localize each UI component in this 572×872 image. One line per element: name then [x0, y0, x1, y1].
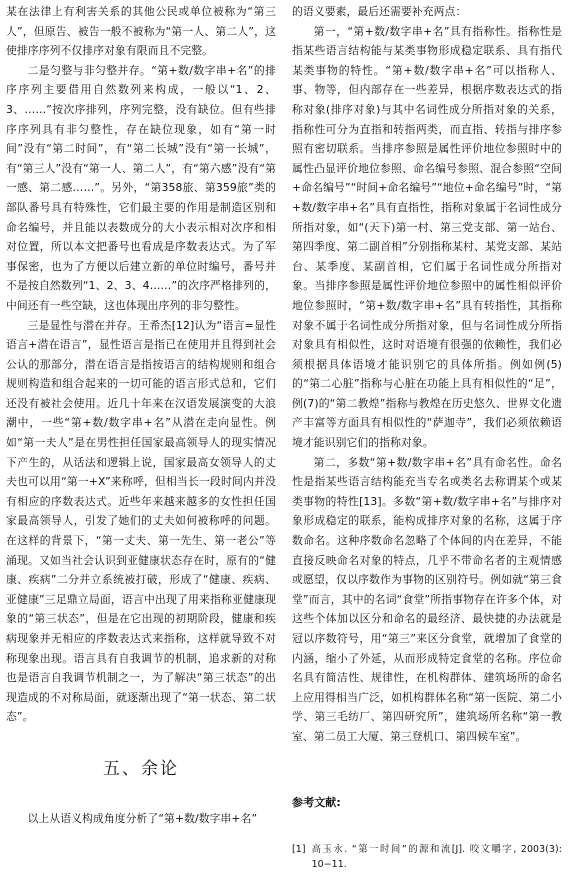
reference-number: [1]	[292, 844, 306, 856]
paragraph-continued: 某在法律上有利害关系的其他公民或单位被称为“第三人”，但原告、被告一般不被称为“第一人、第二人”，这使排序序列不仅排序对象有限而且不完整。	[6, 5, 276, 58]
paragraph-referentiality: 第一，“第+数/数字串+名”具有指称性。指称性是指某些语言结构能与某类事物形成稳定联系、具有指代某类事物的特性。“第+数/数字串+名”可以指称人、事、物等，但内部存在一些差异，根据序数表达式的指称对象(排序对象)与其中名词性成分所指对象的关系，指称性可分为直指和转指两类，而直指、转指与排序参照有密切联系。当排序参照是属性评价地位参照时中的属性凸显评价地位参照、命名编号参照、混合参照“空间+命名编号”“时间+命名编号”“地位+命名编号”时，“第+数/数字串+名”具有直指性，指称对象属于名词性成分所指对象，如“(天下)第一村、第三党支部、第一站台、第四季度、第二副首相”分别指称某村、某党支部、某站台、某季度、某副首相，它们属于名词性成分所指对象。当排序参照是属性评价地位参照中的属性相似评价地位参照时，“第+数/数字串+名”具有转指性，其指称对象不属于名词性成分所指对象，但与名词性成分所指对象具有相似性，这时对语境有很强的依赖性，我们必须根据具体语境才能识别它的具体所指。例如例(5)的“第二心脏”指称与心脏在功能上具有相似性的“足”，例(7)的“第二教煌”指称与教煌在历史悠久、世界文化遗产丰富等方面具有相似性的“萨迦寺”，我们必须依赖语境才能识别它们的指称对象。	[292, 24, 562, 450]
paragraph-conclusion-intro: 以上从语义构成角度分析了“第+数/数字串+名”	[27, 811, 258, 825]
reference-text: 高玉永. “第一时间”的源和流[J]. 咬文嚼字, 2003(3): 10−11.	[311, 844, 562, 871]
paragraph-explicit-latent: 三是显性与潜在并存。王希杰[12]认为“语言=显性语言+潜在语言”，显性语言是指已在使用并且得到社会公认的那部分，潜在语言是指按语言的结构规则和组合规则构造和组合起来的一切可能的语言形式总和，它们还没有被社会使用。近几十年来在汉语发展演变的大浪潮中，一些“第+数/数字串+名”从潜在走向显性。例如“第一夫人”是在男性担任国家最高领导人的现实情况下产生的，从话法和逻辑上说，国家最高女领导人的丈夫也可以用“第一+X”来称呼，但相当长一段时间内并没有相应的序数表达式。近些年来越来越多的女性担任国家最高领导人，引发了她们的丈夫如何被称呼的问题。在这样的背景下，“第一丈夫、第一先生、第一老公”等涌现。又如当社会认识到亚健康状态存在时，原有的“健康、疾病”二分并立系统被打破，形成了“健康、疾病、亚健康”三足鼎立局面，语言中出现了用来指称亚健康现象的“第三状态”，但是在它出现的初期阶段，健康和疾病现象并无相应的序数表达式来指称，这样就导致不对称现象出现。语言具有自我调节的机制，追求新的对称也是语言自我调节机制之一，为了解决“第三状态”的出现造成的不对称局面，就逐渐出现了“第一状态、第二状态”。	[6, 318, 276, 724]
paragraph-continued-right: 的语义要素，最后还需要补充两点：	[292, 5, 467, 18]
section-title-conclusion: 五、余论	[103, 758, 179, 779]
paragraph-naming: 第二，多数“第+数/数字串+名”具有命名性。命名性是指某些语言结构能充当专名或类名去称谓某个或某类事物的特性[13]。多数“第+数/数字串+名”与排序对象形成稳定的联系，能构成排序对象的名称，这属于序数命名。这种序数命名忽略了个体间的内在差异，不能直接反映命名对象的特点，几乎不带命名者的主观情感或愿望，仅以序数作为事物的区别符号。例如就“第三食堂”而言，其中的名词“食堂”所指事物存在许多个体，对这些个体加以区分和命名的最经济、最快捷的办法就是冠以序数符号，用“第三”来区分食堂，就增加了食堂的内涵，缩小了外延，从而形成特定食堂的名称。序位命名具有简洁性、规律性，在机构群体、建筑场所的命名上应用得相当广泛，如机构群体名称“第一医院、第二小学、第三毛纺厂、第四研究所”，建筑场所名称“第一教室、第二员工大厦、第三登机口、第四候车室”。	[292, 455, 562, 743]
left-column	[6, 2, 276, 829]
paragraph-uniformity: 二是匀整与非匀整并存。“第+数/数字串+名”的排序序列主要借用自然数列来构成，一般以“1、2、3、……”按次序排列，序列完整，没有缺位。但有些排序序列具有非匀整性，存在缺位现象，如有“第一时间”没有“第二时间”，有“第二长城”没有“第一长城”，有“第三人”没有“第一人、第二人”，有“第六感”没有“第一感、第二感……”。另外，“第358旅、第359旅”类的部队番号具有特殊性，它们最主要的作用是制造区别和命名编号，并且能以表数成分的大小表示相对次序和相对位置，所以本文把番号也看成是序数表达式。为了军事保密，也为了方便以后建立新的单位时编号，番号并不是按自然数列“1、2、3、4……”的次序严格排列的，中间还有一些空缺，这也体现出序列的非匀整性。	[6, 63, 276, 312]
reference-item	[292, 842, 562, 872]
right-column	[292, 2, 562, 872]
references-title: 参考文献:	[292, 795, 341, 809]
